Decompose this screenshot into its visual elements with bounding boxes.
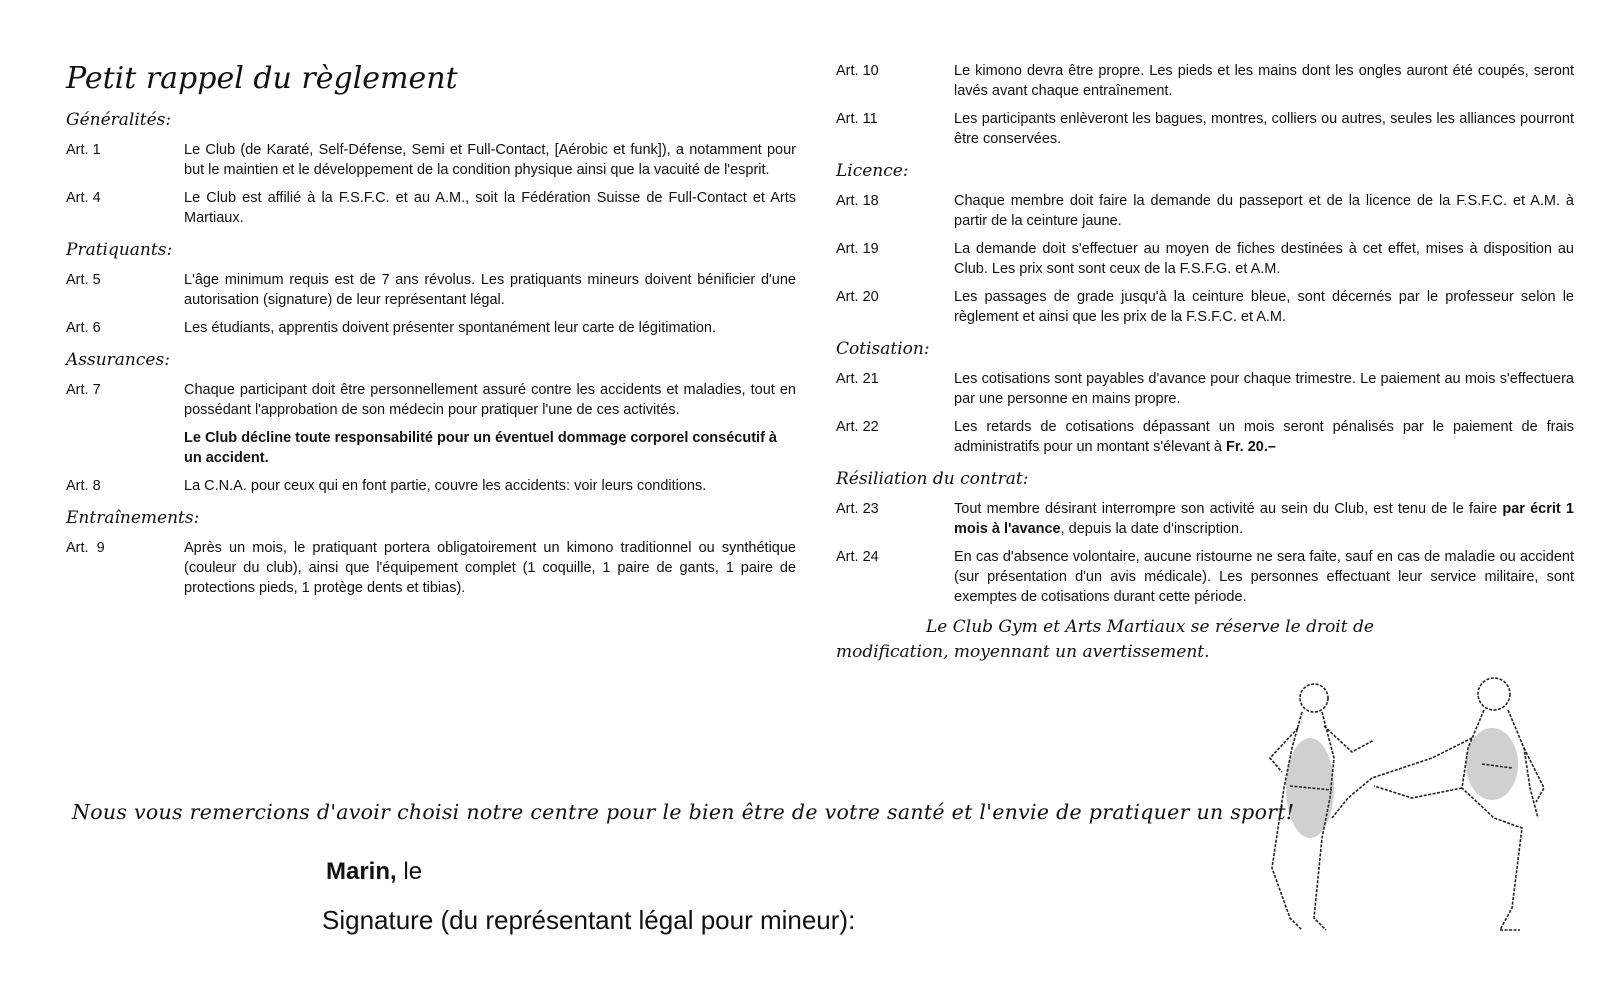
article-number: Art. 24 xyxy=(836,549,879,565)
article-18 xyxy=(836,191,1574,231)
article-number: Art. 18 xyxy=(836,193,879,209)
section-heading-generalites: Généralités: xyxy=(66,110,172,130)
article-number: Art. 6 xyxy=(66,320,101,336)
article-text: L'âge minimum requis est de 7 ans révolus. Les pratiquants mineurs doivent bénificier d'une autorisation (signature) de leur représentant légal. xyxy=(184,272,796,308)
article-number: Art. 19 xyxy=(836,241,879,257)
article-text-part: Les retards de cotisations dépassant un mois seront pénalisés par le paiement de frais administratifs pour un montant s'élevant à xyxy=(954,419,1574,455)
article-8 xyxy=(66,476,796,496)
article-7 xyxy=(66,380,796,420)
notice-period: par écrit 1 mois à l'avance xyxy=(954,501,1574,537)
article-21 xyxy=(836,369,1574,409)
article-10 xyxy=(836,61,1574,101)
section-heading-cotisation: Cotisation: xyxy=(836,339,930,359)
closing-line-1: Le Club Gym et Arts Martiaux se réserve le droit de xyxy=(926,617,1374,637)
section-heading-pratiquants: Pratiquants: xyxy=(66,240,173,260)
article-text-part: Tout membre désirant interrompre son activité au sein du Club, est tenu de le faire xyxy=(954,501,1503,517)
article-number: Art. 21 xyxy=(836,371,879,387)
right-column xyxy=(836,55,1574,665)
article-5 xyxy=(66,270,796,310)
article-number: Art. 7 xyxy=(66,382,101,398)
article-text: Les passages de grade jusqu'à la ceinture bleue, sont décernés par le professeur selon le règlement et ainsi que les prix de la F.S.F.C. et A.M. xyxy=(954,289,1574,325)
article-text: La C.N.A. pour ceux qui en font partie, couvre les accidents: voir leurs conditions. xyxy=(184,478,707,494)
article-number: Art. 10 xyxy=(836,63,879,79)
article-text xyxy=(954,417,1574,457)
article-text: La demande doit s'effectuer au moyen de fiches destinées à cet effet, mises à disposition au Club. Les prix sont sont ceux de la F.S.F.G. et A.M. xyxy=(954,241,1574,277)
article-text: Le kimono devra être propre. Les pieds et les mains dont les ongles auront été coupés, seront lavés avant chaque entraînement. xyxy=(954,63,1574,99)
article-19 xyxy=(836,239,1574,279)
article-number: Art. 4 xyxy=(66,190,101,206)
article-20 xyxy=(836,287,1574,327)
date-label: le xyxy=(403,858,423,885)
article-6 xyxy=(66,318,796,338)
article-text: Le Club est affilié à la F.S.F.C. et au A.M., soit la Fédération Suisse de Full-Contact et Arts Martiaux. xyxy=(184,190,796,226)
article-9 xyxy=(66,538,796,598)
article-text xyxy=(954,499,1574,539)
article-text: Le Club (de Karaté, Self-Défense, Semi et Full-Contact, [Aérobic et funk]), a notamment pour but le maintien et le développement de la condition physique ainsi que la vacuité de l'esprit. xyxy=(184,142,796,178)
section-heading-resiliation: Résiliation du contrat: xyxy=(836,469,1029,489)
karate-kick-illustration xyxy=(1262,668,1552,944)
article-text: Chaque participant doit être personnellement assuré contre les accidents et maladies, tout en possédant l'approbation de son médecin pour pratiquer l'une de ces activités. xyxy=(184,382,796,418)
section-heading-assurances: Assurances: xyxy=(66,350,170,370)
place-date-line xyxy=(326,858,422,886)
article-text: En cas d'absence volontaire, aucune ristourne ne sera faite, sauf en cas de maladie ou accident (sur présentation d'un avis médicale). Les personnes effectuant leur service militaire, sont exemptes de cotisations durant cette période. xyxy=(954,549,1574,605)
article-number: Art. 1 xyxy=(66,142,101,158)
article-22 xyxy=(836,417,1574,457)
city-label: Marin, xyxy=(326,858,397,885)
article-text: Après un mois, le pratiquant portera obligatoirement un kimono traditionnel ou synthétique (couleur du club), ainsi que l'équipement complet (1 coquille, 1 paire de gants, 1 paire de protections pieds, 1 protège dents et tibias). xyxy=(184,540,796,596)
article-text: Chaque membre doit faire la demande du passeport et de la licence de la F.S.F.C. et A.M. à partir de la ceinture jaune. xyxy=(954,193,1574,229)
article-text: Les étudiants, apprentis doivent présenter spontanément leur carte de légitimation. xyxy=(184,320,716,336)
article-4 xyxy=(66,188,796,228)
article-11 xyxy=(836,109,1574,149)
section-heading-licence: Licence: xyxy=(836,161,909,181)
left-column xyxy=(66,55,796,606)
page-title: Petit rappel du règlement xyxy=(66,61,458,96)
article-1 xyxy=(66,140,796,180)
article-number: Art. 22 xyxy=(836,419,879,435)
article-text: Les cotisations sont payables d'avance pour chaque trimestre. Le paiement au mois s'effectuera par une personne en mains propre. xyxy=(954,371,1574,407)
signature-label: Signature (du représentant légal pour mineur): xyxy=(322,905,856,935)
liability-disclaimer: Le Club décline toute responsabilité pour un éventuel dommage corporel consécutif à un accident. xyxy=(184,430,777,466)
late-fee-amount: Fr. 20.– xyxy=(1225,439,1276,455)
article-text: Les participants enlèveront les bagues, montres, colliers ou autres, seules les alliances pourront être conservées. xyxy=(954,111,1574,147)
article-24 xyxy=(836,547,1574,607)
thank-you-message: Nous vous remercions d'avoir choisi notre centre pour le bien être de votre santé et l'envie de pratiquer un sport! xyxy=(72,800,1295,824)
article-text-part: , depuis la date d'inscription. xyxy=(1060,521,1244,537)
section-heading-entrainements: Entraînements: xyxy=(66,508,200,528)
article-number: Art. 23 xyxy=(836,501,879,517)
article-number: Art. 11 xyxy=(836,111,878,127)
closing-note xyxy=(836,615,1574,665)
article-number: Art. 5 xyxy=(66,272,101,288)
article-23 xyxy=(836,499,1574,539)
article-number: Art. 8 xyxy=(66,478,101,494)
article-number: Art. 20 xyxy=(836,289,879,305)
closing-line-2: modification, moyennant un avertissement. xyxy=(836,642,1210,662)
article-number: Art. 9 xyxy=(66,540,105,556)
